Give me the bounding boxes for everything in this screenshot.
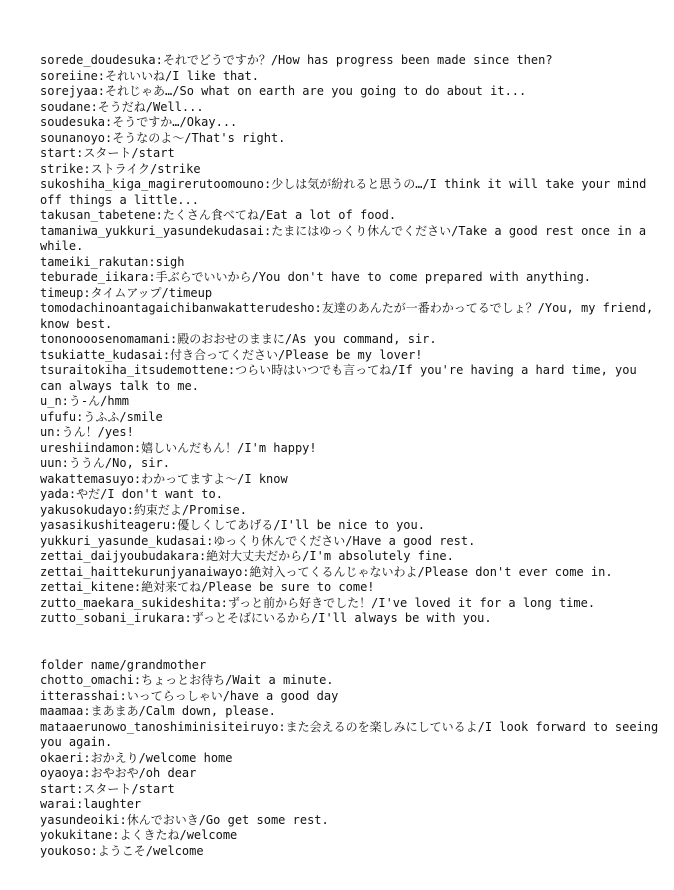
text-line: zettai_kitene:絶対来てね/Please be sure to come! [40,580,375,594]
text-line: teburade_iikara:手ぶらでいいから/You don't have to come prepared with anything. [40,270,592,284]
text-line: sorede_doudesuka:それでどうですか？/How has progress been made since then? [40,53,553,67]
text-line: ufufu:うふふ/smile [40,409,163,424]
text-line: tononooosenomamani:殿のおおせのままに/As you command, sir. [40,332,437,346]
text-line: sukoshiha_kiga_magirerutoomouno:少しは気が紛れると思うの…/I think it will take your mind off things a little... [40,177,654,207]
text-line: start:スタート/start [40,146,175,160]
document-page [40,53,666,859]
text-line: zettai_haittekurunjyanaiwayo:絶対入ってくるんじゃないわよ/Please don't ever come in. [40,564,613,579]
text-line: maamaa:まあまあ/Calm down, please. [40,704,276,718]
text-line: soudane:そうだね/Well... [40,99,204,114]
section-gap [40,627,660,658]
text-line: yasundeoiki:休んでおいき/Go get some rest. [40,812,329,827]
text-line: sorejyaa:それじゃあ…/So what on earth are you going to do about it... [40,84,527,98]
text-line: takusan_tabetene:たくさん食べてね/Eat a lot of food. [40,208,397,222]
section-list [40,53,660,627]
text-line: soreiine:それいいね/I like that. [40,68,259,83]
text-line: itterasshai:いってらっしゃい/have a good day [40,688,339,703]
text-line: tsuraitokiha_itsudemottene:つらい時はいつでも言ってね/If you're having a hard time, you can always talk to me. [40,363,644,393]
text-line: wakattemasuyo:わかってますよ～/I know [40,471,288,486]
text-line: mataaerunowo_tanoshiminisiteiruyo:また会えるのを楽しみにしているよ/I look forward to seeing you again. [40,719,666,749]
text-line: tsukiatte_kudasai:付き合ってください/Please be my lover! [40,347,423,362]
text-line: start:スタート/start [40,781,175,796]
text-line: tomodachinoantagaichibanwakatterudesho:友達のあんたが一番わかってるでしょ？/You, my friend, know best. [40,301,661,331]
text-line: tameiki_rakutan:sigh [40,254,185,269]
text-line: timeup:タイムアップ/timeup [40,285,213,300]
section-list [40,657,666,860]
text-line: yakusokudayo:約束だよ/Promise. [40,502,247,517]
text-line: sounanoyo:そうなのよ～/That's right. [40,130,286,145]
text-line: strike:ストライク/strike [40,161,201,176]
text-line: warai:laughter [40,797,142,811]
text-line: okaeri:おかえり/welcome home [40,750,233,765]
text-line: soudesuka:そうですか…/Okay... [40,115,238,129]
text-line: un:うん！/yes! [40,425,134,439]
text-line: yasasikushiteageru:優しくしてあげる/I'll be nice to you. [40,518,425,532]
text-line: u_n:う-ん/hmm [40,394,130,408]
text-line: yokukitane:よくきたね/welcome [40,828,238,842]
text-line: tamaniwa_yukkuri_yasundekudasai:たまにはゆっくり休んでください/Take a good rest once in a while. [40,223,654,253]
text-line: zettai_daijyoubudakara:絶対大丈夫だから/I'm absolutely fine. [40,549,454,563]
text-line: oyaoya:おやおや/oh dear [40,766,197,780]
text-line: zutto_maekara_sukideshita:ずっと前から好きでした！/I've loved it for a long time. [40,595,596,610]
text-line: uun:ううん/No, sir. [40,456,170,470]
text-line: zutto_sobani_irukara:ずっとそばにいるから/I'll always be with you. [40,611,492,625]
text-line: yukkuri_yasunde_kudasai:ゆっくり休んでください/Have a good rest. [40,533,476,548]
text-line: chotto_omachi:ちょっとお待ち/Wait a minute. [40,673,334,687]
text-line: ureshiindamon:嬉しいんだもん！/I'm happy! [40,440,317,455]
text-line: youkoso:ようこそ/welcome [40,843,204,858]
text-line: folder name/grandmother [40,657,207,672]
text-line: yada:やだ/I don't want to. [40,487,223,501]
